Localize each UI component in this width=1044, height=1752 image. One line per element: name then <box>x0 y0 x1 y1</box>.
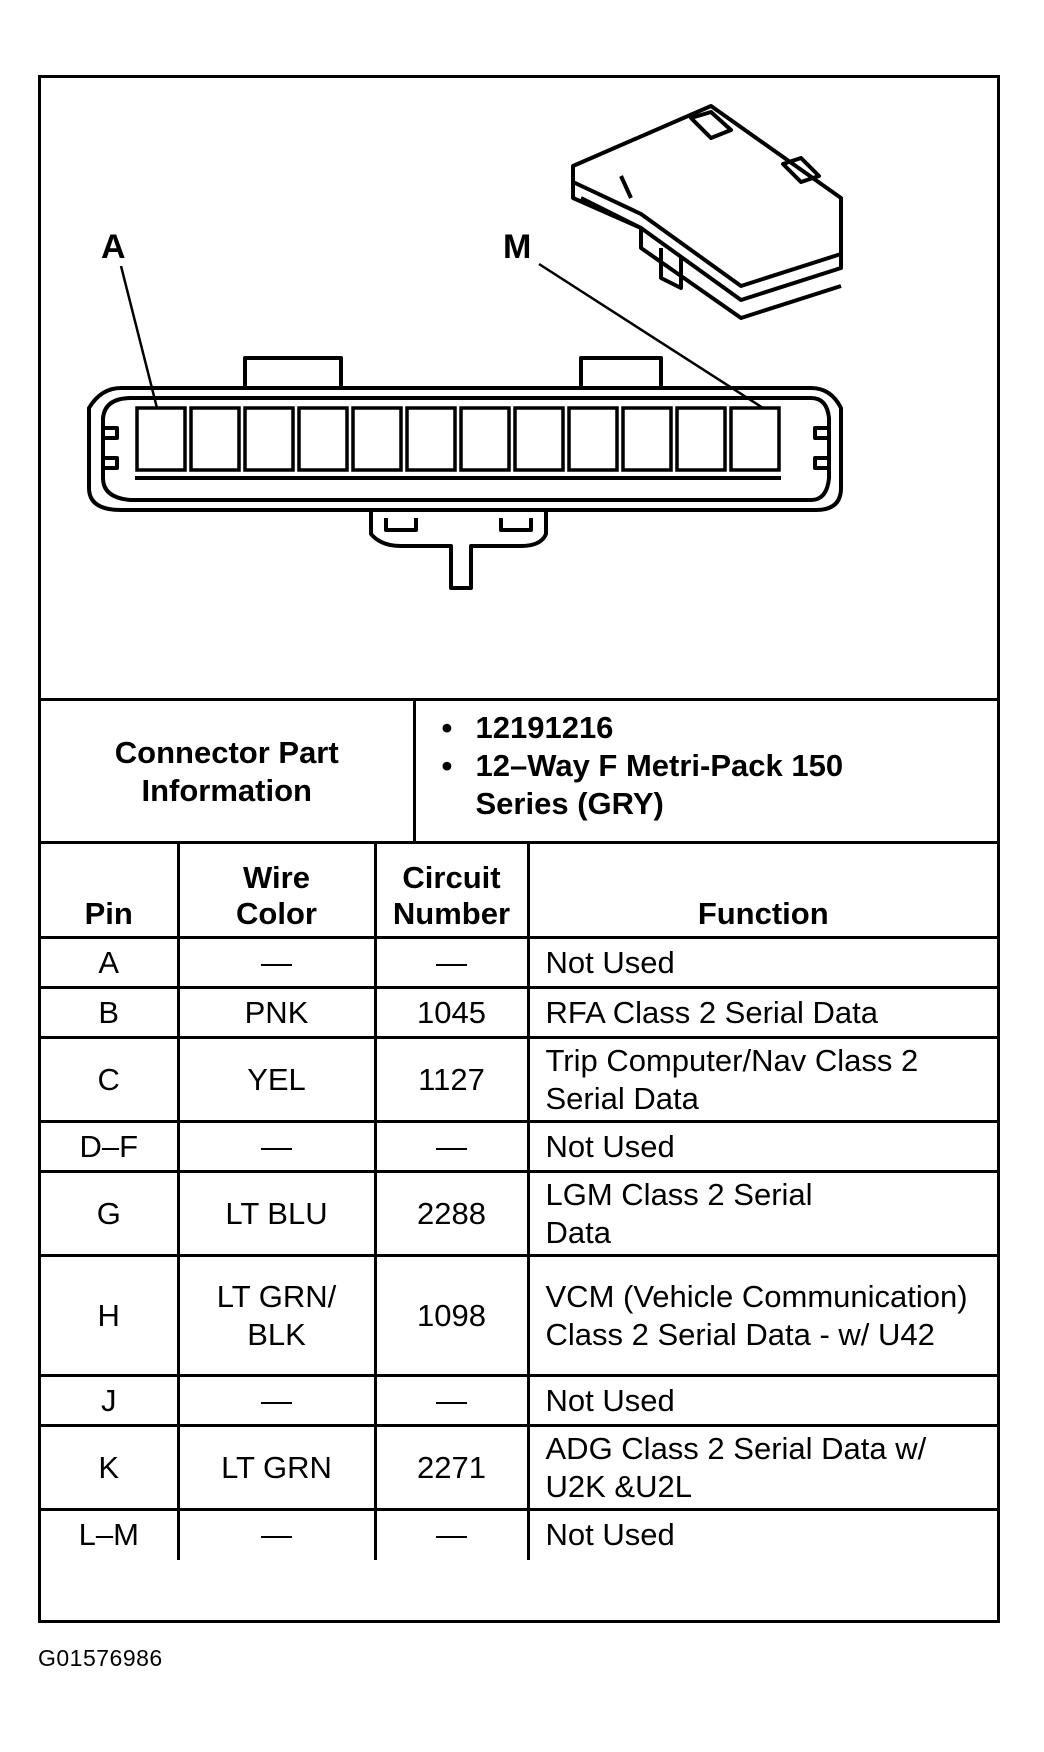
wire-color-cell: LT GRN <box>178 1426 375 1510</box>
connector-cavities <box>137 408 779 470</box>
table-row <box>41 1376 997 1426</box>
function-cell: ADG Class 2 Serial Data w/ U2K &U2L <box>528 1426 997 1510</box>
pin-cell: J <box>41 1376 178 1426</box>
connector-3d-view <box>573 106 841 318</box>
circuit-cell: — <box>375 1122 528 1172</box>
connector-description: • 12–Way F Metri-Pack 150 Series (GRY) <box>476 747 997 823</box>
header-circuit-number: Circuit Number <box>375 843 528 938</box>
circuit-cell: 2271 <box>375 1426 528 1510</box>
table-row <box>41 1172 997 1256</box>
connector-front-view <box>89 358 841 588</box>
circuit-cell: 1045 <box>375 988 528 1038</box>
circuit-cell: 2288 <box>375 1172 528 1256</box>
function-cell: Not Used <box>528 1510 997 1560</box>
function-cell: Not Used <box>528 1122 997 1172</box>
figure-code: G01576986 <box>38 1645 163 1671</box>
wire-color-cell: — <box>178 1376 375 1426</box>
wire-color-cell: PNK <box>178 988 375 1038</box>
wire-color-cell: LT GRN/ BLK <box>178 1256 375 1376</box>
connector-drawing <box>41 78 997 698</box>
table-row <box>41 1122 997 1172</box>
connector-sheet <box>38 75 1000 1623</box>
wire-color-cell: — <box>178 938 375 988</box>
pin-cell: A <box>41 938 178 988</box>
wire-color-cell: LT BLU <box>178 1172 375 1256</box>
pin-cell: G <box>41 1172 178 1256</box>
label-m: M <box>503 228 532 266</box>
pin-cell: D–F <box>41 1122 178 1172</box>
connector-info-label: Connector Part Information <box>41 700 414 843</box>
header-wire-color: Wire Color <box>178 843 375 938</box>
pin-cell: H <box>41 1256 178 1376</box>
pin-cell: L–M <box>41 1510 178 1560</box>
circuit-cell: 1098 <box>375 1256 528 1376</box>
label-a: A <box>101 228 126 266</box>
function-cell: Not Used <box>528 1376 997 1426</box>
table-row <box>41 1256 997 1376</box>
pin-cell: B <box>41 988 178 1038</box>
table-row <box>41 1038 997 1122</box>
function-cell: RFA Class 2 Serial Data <box>528 988 997 1038</box>
function-cell: LGM Class 2 Serial Data <box>528 1172 997 1256</box>
circuit-cell: — <box>375 938 528 988</box>
pin-table <box>41 841 997 1560</box>
table-row <box>41 938 997 988</box>
function-cell: Trip Computer/Nav Class 2 Serial Data <box>528 1038 997 1122</box>
wire-color-cell: YEL <box>178 1038 375 1122</box>
header-function: Function <box>528 843 997 938</box>
table-row <box>41 988 997 1038</box>
pin-cell: C <box>41 1038 178 1122</box>
header-pin: Pin <box>41 843 178 938</box>
table-row <box>41 1426 997 1510</box>
connector-part-number: • 12191216 <box>476 709 997 747</box>
function-cell: VCM (Vehicle Communication) Class 2 Serial Data - w/ U42 <box>528 1256 997 1376</box>
pin-cell: K <box>41 1426 178 1510</box>
circuit-cell: 1127 <box>375 1038 528 1122</box>
circuit-cell: — <box>375 1376 528 1426</box>
connector-part-info <box>41 698 997 843</box>
wire-color-cell: — <box>178 1122 375 1172</box>
wire-color-cell: — <box>178 1510 375 1560</box>
connector-info-values <box>414 700 997 843</box>
function-cell: Not Used <box>528 938 997 988</box>
circuit-cell: — <box>375 1510 528 1560</box>
table-row <box>41 1510 997 1560</box>
